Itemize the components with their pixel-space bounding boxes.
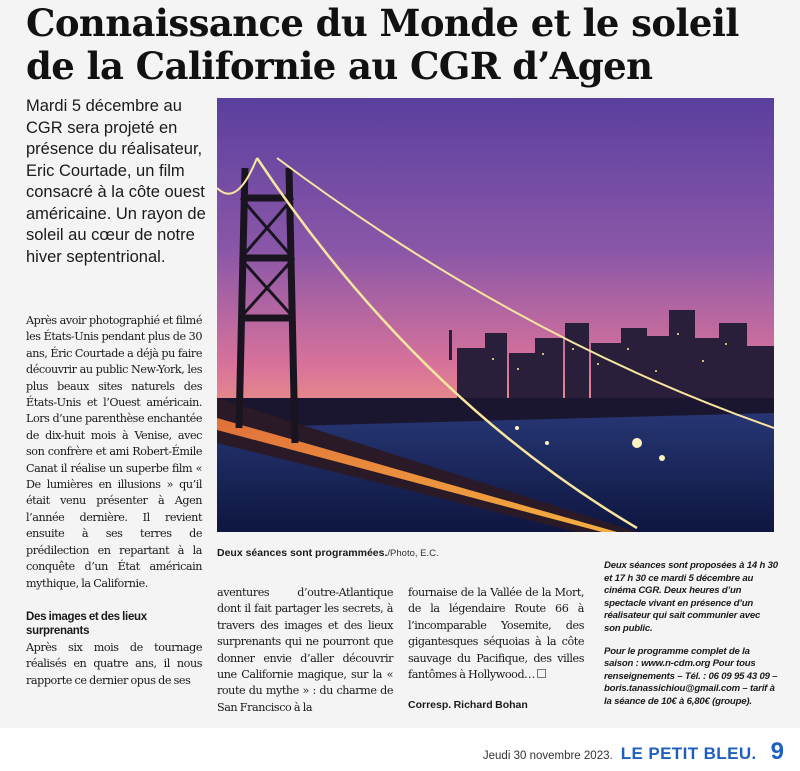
column-3-text: fournaise de la Vallée de la Mort, de la légendaire Route 66 à l’incomparable Yosemite, des gigantesques séquoias à la côte sauvage du Pacifique, des villes fantômes à Hollywood… xyxy=(408,586,584,682)
body-column-1 xyxy=(26,313,202,689)
body-column-2 xyxy=(217,585,393,716)
photo-caption xyxy=(217,547,597,559)
paragraph-1: Après avoir photographié et filmé les États-Unis pendant plus de 30 ans, Éric Courtade a déjà pu faire découvrir au public New-York, les plus beaux sites naturels des États-Unis et l’Ouest américain. Lors d’une parenthèse enchantée de dix-huit mois à Venise, avec son confrère et ami Robert-Émile Canat il réalise un superbe film « De lumières en illusions » qu’il était venu présenter à Agen l’année dernière. Il revient ensuite à ses terres de prédilection en repartant à la conquête d’un État américain mythique, la Californie. xyxy=(26,314,202,590)
correspondent-signature: Corresp. Richard Bohan xyxy=(408,699,528,712)
newspaper-brand: LE PETIT BLEU. xyxy=(620,744,757,763)
paragraph-2: Après six mois de tournage réalisés en quatre ans, il nous rapporte ce dernier opus de ses xyxy=(26,640,202,687)
photo-credit: /Photo, E.C. xyxy=(387,548,439,559)
page-number: 9 xyxy=(770,738,784,765)
practical-info-box xyxy=(604,560,778,719)
publication-date: Jeudi 30 novembre 2023. xyxy=(482,750,613,762)
caption-text: Deux séances sont programmées. xyxy=(217,547,388,559)
headline: Connaissance du Monde et le soleil de la Californie au CGR d’Agen xyxy=(26,1,739,88)
page-footer xyxy=(483,738,784,764)
info-contact: Pour le programme complet de la saison : www.n-cdm.org Pour tous renseignements – Tél. : 06 09 95 43 09 – boris.tanassichiou@gmail.com – tarif à la séance de 10€ à 6,80€ (groupe). xyxy=(604,645,778,707)
golden-gate-bay-bridge-photo xyxy=(217,98,774,532)
end-of-article-icon xyxy=(537,669,546,678)
body-column-3 xyxy=(408,585,584,714)
info-sessions: Deux séances sont proposées à 14 h 30 et 17 h 30 ce mardi 5 décembre au cinéma CGR. Deux heures d’un spectacle vivant en présence d’un réalisateur qui sait communier avec son public. xyxy=(604,560,778,634)
column-2-text: aventures d’outre-Atlantique dont il fait partager les secrets, à travers des images et des lieux surprenants qui ne pourront que donner envie d’aller découvrir une Californie magique, sur la « route du mythe » : du charme de San Francisco à la xyxy=(217,586,393,714)
article-lead: Mardi 5 décembre au CGR sera projeté en présence du réalisateur, Eric Courtade, un film consacré à la côte ouest américaine. Un rayon de soleil au cœur de notre hiver septentrional. xyxy=(26,97,206,266)
subheading: Des images et des lieux surprenants xyxy=(26,610,147,637)
